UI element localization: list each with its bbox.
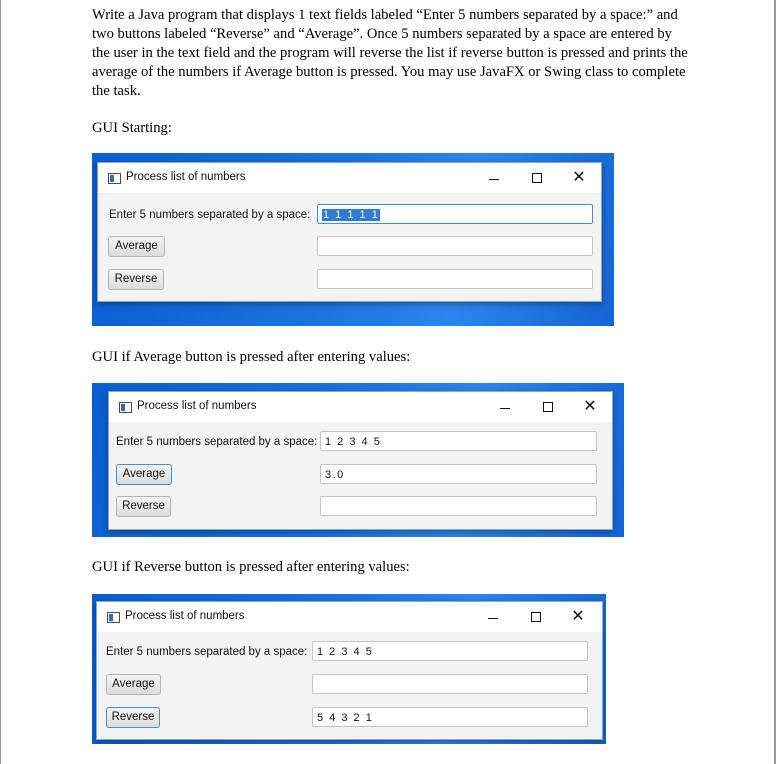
numbers-input[interactable]: 1 2 3 4 5 [312, 641, 588, 661]
heading-gui-starting: GUI Starting: [92, 120, 172, 136]
title-bar [98, 163, 601, 193]
app-window [97, 162, 602, 302]
reverse-output-field[interactable]: 5 4 3 2 1 [312, 707, 588, 727]
heading-gui-reverse: GUI if Reverse button is pressed after entering values: [92, 559, 410, 575]
app-icon [108, 173, 121, 184]
average-button[interactable]: Average [116, 464, 172, 485]
input-label: Enter 5 numbers separated by a space: [109, 209, 311, 221]
desktop-screenshot-start [92, 153, 614, 326]
average-output-field[interactable] [317, 236, 593, 256]
app-window [96, 601, 603, 740]
numbers-input[interactable] [317, 204, 593, 224]
minimize-icon[interactable] [482, 607, 504, 627]
maximize-icon[interactable] [525, 607, 547, 627]
window-title: Process list of numbers [126, 171, 246, 183]
title-bar [109, 392, 612, 422]
maximize-icon[interactable] [537, 397, 559, 417]
average-button[interactable]: Average [106, 674, 161, 695]
heading-gui-average: GUI if Average button is pressed after entering values: [92, 349, 411, 365]
desktop-screenshot-average [92, 383, 624, 537]
numbers-input[interactable]: 1 2 3 4 5 [320, 431, 597, 451]
app-window [108, 391, 613, 530]
average-output-field[interactable] [312, 674, 588, 694]
average-output-field[interactable]: 3.0 [320, 464, 597, 484]
numbers-input-value: 1 1 1 1 1 [323, 209, 380, 221]
input-label: Enter 5 numbers separated by a space: [106, 646, 308, 658]
desktop-screenshot-reverse [92, 594, 606, 744]
reverse-output-field[interactable] [320, 496, 597, 516]
reverse-button[interactable]: Reverse [108, 269, 164, 290]
minimize-icon[interactable] [483, 168, 505, 188]
window-title: Process list of numbers [125, 610, 245, 622]
app-icon [119, 402, 132, 413]
maximize-icon[interactable] [526, 168, 548, 188]
reverse-output-field[interactable] [317, 269, 593, 289]
app-icon [107, 612, 120, 623]
title-bar [97, 602, 602, 632]
reverse-button[interactable]: Reverse [116, 496, 171, 517]
close-icon[interactable]: ✕ [571, 608, 585, 625]
close-icon[interactable]: ✕ [583, 398, 597, 415]
minimize-icon[interactable] [494, 397, 516, 417]
page-edge-left [0, 0, 1, 764]
assignment-prompt: Write a Java program that displays 1 text fields labeled “Enter 5 numbers separated by a space:” and two buttons labeled “Reverse” and “Average”. Once 5 numbers separated by a space are entered by the user in the text field and the program will reverse the list if reverse button is pressed and prints the average of the numbers if Average button is pressed. You may use JavaFX or Swing class to complete the task. [92, 7, 688, 99]
close-icon[interactable]: ✕ [572, 169, 586, 186]
reverse-button[interactable]: Reverse [106, 707, 160, 728]
window-title: Process list of numbers [137, 400, 257, 412]
input-label: Enter 5 numbers separated by a space: [116, 436, 318, 448]
average-button[interactable]: Average [108, 236, 165, 257]
